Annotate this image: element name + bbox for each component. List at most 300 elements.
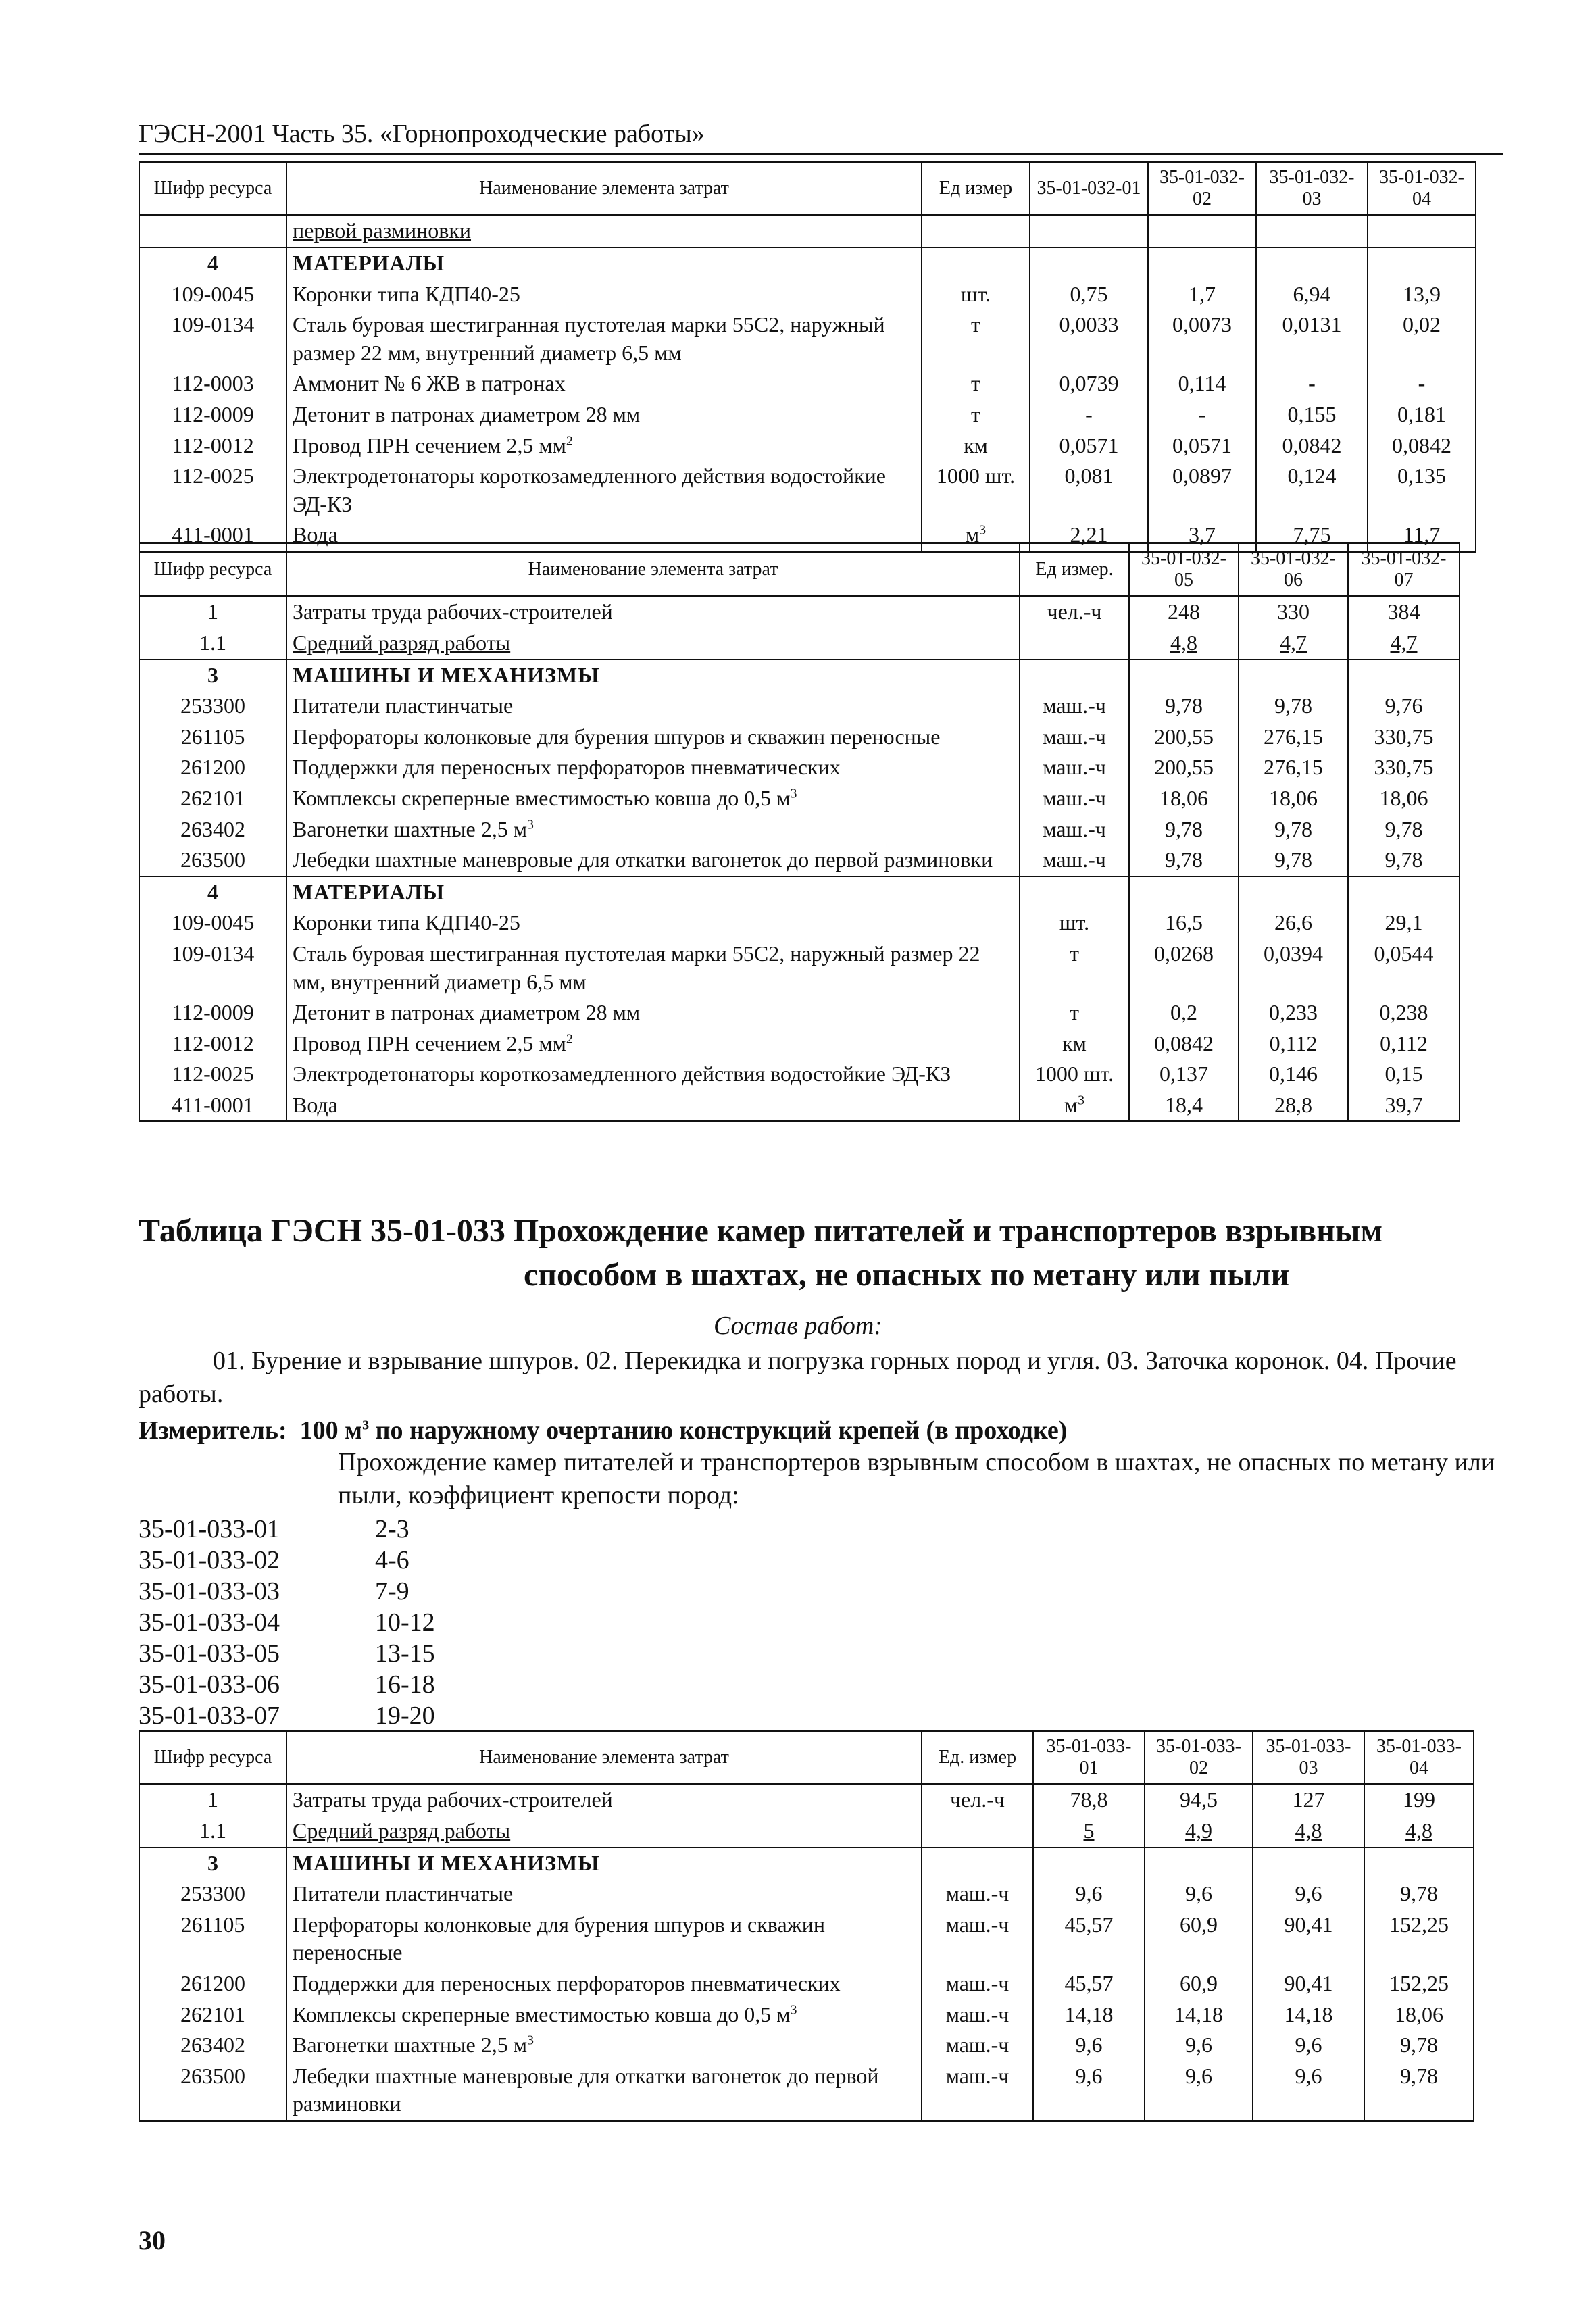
resource-value: 9,6 xyxy=(1145,1878,1253,1910)
resource-value: 9,78 xyxy=(1239,691,1348,722)
resource-name xyxy=(286,1784,922,1816)
resource-value: 9,6 xyxy=(1033,1878,1145,1910)
resource-name-text: Средний разряд работы xyxy=(293,630,511,655)
code-range-row xyxy=(139,1700,435,1731)
resource-table-032-01-04 xyxy=(139,161,1476,553)
resource-unit xyxy=(1020,1059,1129,1090)
resource-value: 152,25 xyxy=(1364,1910,1474,1968)
resource-value: 9,6 xyxy=(1145,2061,1253,2121)
resource-unit-text: т xyxy=(971,401,980,426)
resource-name xyxy=(286,1847,922,1879)
resource-value: 9,78 xyxy=(1129,814,1239,845)
resource-value: 0,112 xyxy=(1239,1028,1348,1060)
resource-name-text: Электродетонаторы короткозамедленного действия водостойкие ЭД-КЗ xyxy=(293,464,886,516)
resource-name-sup: 3 xyxy=(526,2033,534,2048)
resource-name xyxy=(286,939,1020,997)
resource-value: 39,7 xyxy=(1348,1090,1460,1122)
resource-value: 199 xyxy=(1364,1784,1474,1816)
header-norm-code: 35-01-033-03 xyxy=(1253,1731,1364,1785)
resource-unit-text: маш.-ч xyxy=(945,1881,1009,1906)
resource-value xyxy=(1148,215,1256,247)
resource-name xyxy=(286,215,922,247)
resource-code: 4 xyxy=(139,247,286,279)
code-range-row xyxy=(139,1607,435,1638)
resource-name xyxy=(286,907,1020,939)
resource-code: 263500 xyxy=(139,845,286,876)
resource-value: 9,6 xyxy=(1253,1878,1364,1910)
resource-unit-text: маш.-ч xyxy=(1043,693,1106,718)
resource-value: 11,7 xyxy=(1368,520,1476,551)
resource-value: 0,0268 xyxy=(1129,939,1239,997)
resource-name xyxy=(286,845,1020,876)
resource-code: 112-0012 xyxy=(139,430,286,462)
resource-name-text: Питатели пластинчатые xyxy=(293,693,514,718)
resource-code: 263402 xyxy=(139,814,286,845)
resource-name xyxy=(286,628,1020,659)
resource-value: 9,78 xyxy=(1364,1878,1474,1910)
resource-code: 112-0009 xyxy=(139,399,286,430)
resource-value: 4,7 xyxy=(1348,628,1460,659)
resource-value: 3,7 xyxy=(1148,520,1256,551)
table-row xyxy=(139,997,1460,1028)
resource-code: 261105 xyxy=(139,722,286,753)
resource-name xyxy=(286,399,922,430)
meter-label: Измеритель: xyxy=(139,1416,287,1445)
resource-unit-text: маш.-ч xyxy=(945,2063,1009,2088)
resource-value: 4,9 xyxy=(1145,1816,1253,1847)
resource-name xyxy=(286,430,922,462)
resource-name-text: Вода xyxy=(293,522,338,547)
work-composition-text: 01. Бурение и взрывание шпуров. 02. Перекидка и погрузка горных пород и угля. 03. Заточка коронок. 04. Прочие работы. xyxy=(139,1347,1457,1409)
table-row xyxy=(139,1878,1474,1910)
resource-value: 276,15 xyxy=(1239,722,1348,753)
resource-unit-text: маш.-ч xyxy=(1043,816,1106,841)
resource-value: 9,78 xyxy=(1348,814,1460,845)
table-row xyxy=(139,399,1476,430)
resource-name-text: Вода xyxy=(293,1092,338,1117)
resource-value: 152,25 xyxy=(1364,1968,1474,1999)
resource-unit-text: шт. xyxy=(1059,910,1090,935)
resource-value: 0,114 xyxy=(1148,368,1256,399)
resource-value: 60,9 xyxy=(1145,1910,1253,1968)
resource-value: 60,9 xyxy=(1145,1968,1253,1999)
resource-name-text: Детонит в патронах диаметром 28 мм xyxy=(293,1000,641,1025)
resource-unit-text: т xyxy=(971,371,980,396)
resource-value: 0,0842 xyxy=(1368,430,1476,462)
section-title-line-2: способом в шахтах, не опасных по метану или пыли xyxy=(524,1256,1290,1293)
resource-unit xyxy=(922,1816,1033,1847)
resource-code: 4 xyxy=(139,876,286,908)
resource-value: 9,78 xyxy=(1348,845,1460,876)
resource-value: 6,94 xyxy=(1256,279,1368,310)
norm-code: 35-01-033-05 xyxy=(139,1639,280,1668)
resource-name-text: Провод ПРН сечением 2,5 мм xyxy=(293,1030,566,1055)
resource-value: 94,5 xyxy=(1145,1784,1253,1816)
resource-unit xyxy=(1020,1090,1129,1122)
resource-unit-text: чел.-ч xyxy=(1047,599,1102,624)
resource-value: 0,181 xyxy=(1368,399,1476,430)
resource-unit-sup: 3 xyxy=(979,522,987,538)
resource-unit xyxy=(1020,907,1129,939)
resource-unit-text: маш.-ч xyxy=(1043,755,1106,780)
resource-value xyxy=(1368,247,1476,279)
table-row xyxy=(139,2030,1474,2061)
header-code: Шифр ресурса xyxy=(139,1731,286,1785)
resource-value xyxy=(1129,876,1239,908)
resource-name-text: Поддержки для переносных перфораторов пневматических xyxy=(293,1970,841,1995)
code-range-row xyxy=(139,1545,435,1576)
resource-unit xyxy=(922,1784,1033,1816)
resource-unit-text: маш.-ч xyxy=(1043,785,1106,810)
work-composition-title: Состав работ: xyxy=(713,1312,883,1340)
hardness-range: 19-20 xyxy=(375,1701,435,1730)
resource-value: 5 xyxy=(1033,1816,1145,1847)
resource-value: 29,1 xyxy=(1348,907,1460,939)
resource-unit-text: маш.-ч xyxy=(945,1970,1009,1995)
resource-name xyxy=(286,461,922,520)
resource-value: 9,6 xyxy=(1033,2030,1145,2061)
resource-name-text: Комплексы скреперные вместимостью ковша до 0,5 м xyxy=(293,785,791,810)
resource-name-sup: 3 xyxy=(790,786,797,801)
resource-name xyxy=(286,876,1020,908)
table-header-row xyxy=(139,162,1476,216)
resource-value: 9,78 xyxy=(1129,691,1239,722)
table-header-row xyxy=(139,1731,1474,1785)
section-title-line-1: Таблица ГЭСН 35-01-033 Прохождение камер питателей и транспортеров взрывным xyxy=(139,1213,1383,1249)
header-norm-code: 35-01-033-04 xyxy=(1364,1731,1474,1785)
resource-unit-text: маш.-ч xyxy=(945,1912,1009,1937)
code-range-row xyxy=(139,1576,435,1607)
resource-name xyxy=(286,1968,922,1999)
hardness-range: 10-12 xyxy=(375,1608,435,1637)
resource-value: 4,8 xyxy=(1253,1816,1364,1847)
table-row xyxy=(139,1816,1474,1847)
resource-unit xyxy=(922,368,1030,399)
resource-name-text: Затраты труда рабочих-строителей xyxy=(293,599,613,624)
meter-value: 100 м xyxy=(299,1416,363,1445)
resource-value xyxy=(1145,1847,1253,1879)
resource-code: 112-0003 xyxy=(139,368,286,399)
resource-name-text: Комплексы скреперные вместимостью ковша до 0,5 м xyxy=(293,2001,791,2026)
resource-value: 0,146 xyxy=(1239,1059,1348,1090)
resource-value: 0,0544 xyxy=(1348,939,1460,997)
resource-name-text: Лебедки шахтные маневровые для откатки вагонеток до первой разминовки xyxy=(293,2063,879,2116)
resource-name xyxy=(286,814,1020,845)
resource-value: 127 xyxy=(1253,1784,1364,1816)
resource-value: 0,02 xyxy=(1368,309,1476,368)
resource-value: 9,78 xyxy=(1239,845,1348,876)
page-number: 30 xyxy=(139,2225,166,2256)
resource-code xyxy=(139,215,286,247)
table-row xyxy=(139,814,1460,845)
resource-name-text: Затраты труда рабочих-строителей xyxy=(293,1787,613,1812)
resource-value: 0,0073 xyxy=(1148,309,1256,368)
resource-value xyxy=(1030,215,1148,247)
resource-value: 4,8 xyxy=(1129,628,1239,659)
table-row xyxy=(139,2061,1474,2121)
resource-unit-text: 1000 шт. xyxy=(1034,1062,1114,1087)
resource-unit-text: шт. xyxy=(960,281,991,306)
norm-code: 35-01-033-01 xyxy=(139,1515,280,1543)
resource-unit-text: маш.-ч xyxy=(1043,847,1106,872)
resource-value: 2,21 xyxy=(1030,520,1148,551)
resource-value: 0,112 xyxy=(1348,1028,1460,1060)
resource-value xyxy=(1239,876,1348,908)
resource-name-text: Питатели пластинчатые xyxy=(293,1881,514,1906)
table-row xyxy=(139,845,1460,876)
header-unit: Ед измер xyxy=(922,162,1030,216)
resource-name-text: первой разминовки xyxy=(293,218,472,243)
resource-name-text: Детонит в патронах диаметром 28 мм xyxy=(293,401,641,426)
resource-value: 18,4 xyxy=(1129,1090,1239,1122)
resource-name xyxy=(286,279,922,310)
resource-name xyxy=(286,752,1020,783)
table-group-row xyxy=(139,876,1460,908)
table-row xyxy=(139,939,1460,997)
resource-name xyxy=(286,997,1020,1028)
resource-value: 18,06 xyxy=(1129,783,1239,814)
table-row xyxy=(139,461,1476,520)
code-range-row xyxy=(139,1669,435,1700)
resource-code: 262101 xyxy=(139,783,286,814)
resource-name xyxy=(286,1816,922,1847)
table-row xyxy=(139,1028,1460,1060)
resource-code: 261200 xyxy=(139,752,286,783)
hardness-range: 13-15 xyxy=(375,1639,435,1668)
table-row xyxy=(139,1059,1460,1090)
resource-value: 18,06 xyxy=(1348,783,1460,814)
resource-unit xyxy=(1020,783,1129,814)
resource-name xyxy=(286,783,1020,814)
resource-name-text: МАШИНЫ И МЕХАНИЗМЫ xyxy=(293,662,600,687)
resource-unit-text: км xyxy=(1062,1030,1087,1055)
resource-unit-text: т xyxy=(1070,1000,1079,1025)
meter-rest: по наружному очертанию конструкций крепей (в проходке) xyxy=(369,1416,1068,1445)
resource-unit-text: 1000 шт. xyxy=(936,464,1016,489)
resource-value xyxy=(1033,1847,1145,1879)
resource-code: 263500 xyxy=(139,2061,286,2121)
resource-value: 200,55 xyxy=(1129,722,1239,753)
resource-name-text: Средний разряд работы xyxy=(293,1818,511,1843)
resource-value: 7,75 xyxy=(1256,520,1368,551)
header-unit: Ед. измер xyxy=(922,1731,1033,1785)
resource-value: - xyxy=(1256,368,1368,399)
resource-unit xyxy=(922,279,1030,310)
resource-name xyxy=(286,2030,922,2061)
header-name: Наименование элемента затрат xyxy=(286,1731,922,1785)
resource-value: 0,0897 xyxy=(1148,461,1256,520)
resource-value xyxy=(1348,659,1460,691)
resource-value: 0,0571 xyxy=(1148,430,1256,462)
resource-code: 261200 xyxy=(139,1968,286,1999)
resource-name-text: Вагонетки шахтные 2,5 м xyxy=(293,2033,527,2058)
resource-value: 0,0842 xyxy=(1129,1028,1239,1060)
section-title xyxy=(139,1210,1503,1297)
resource-unit xyxy=(922,399,1030,430)
resource-value: 0,238 xyxy=(1348,997,1460,1028)
resource-value: 9,6 xyxy=(1145,2030,1253,2061)
resource-code: 109-0134 xyxy=(139,939,286,997)
resource-code: 112-0025 xyxy=(139,1059,286,1090)
resource-unit xyxy=(1020,876,1129,908)
resource-value: 200,55 xyxy=(1129,752,1239,783)
norm-code: 35-01-033-03 xyxy=(139,1577,280,1605)
resource-unit xyxy=(922,1999,1033,2031)
resource-value: 4,7 xyxy=(1239,628,1348,659)
resource-value: 18,06 xyxy=(1364,1999,1474,2031)
resource-value: 9,76 xyxy=(1348,691,1460,722)
resource-code: 1.1 xyxy=(139,1816,286,1847)
resource-code: 109-0045 xyxy=(139,279,286,310)
resource-code: 112-0012 xyxy=(139,1028,286,1060)
norm-code: 35-01-033-04 xyxy=(139,1608,280,1637)
resource-unit xyxy=(1020,628,1129,659)
resource-name-sup: 3 xyxy=(790,2001,797,2017)
resource-value: 9,6 xyxy=(1253,2030,1364,2061)
resource-unit xyxy=(1020,596,1129,628)
resource-value xyxy=(1368,215,1476,247)
table-row xyxy=(139,1910,1474,1968)
resource-name xyxy=(286,659,1020,691)
resource-value: 0,2 xyxy=(1129,997,1239,1028)
resource-value: 276,15 xyxy=(1239,752,1348,783)
resource-name-text: Коронки типа КДП40-25 xyxy=(293,910,520,935)
resource-name xyxy=(286,368,922,399)
resource-code: 112-0025 xyxy=(139,461,286,520)
table-row xyxy=(139,430,1476,462)
resource-code: 1 xyxy=(139,1784,286,1816)
header-norm-code: 35-01-032-02 xyxy=(1148,162,1256,216)
resource-value: 45,57 xyxy=(1033,1968,1145,1999)
resource-value: 9,78 xyxy=(1239,814,1348,845)
resource-value: 26,6 xyxy=(1239,907,1348,939)
code-range-row xyxy=(139,1638,435,1669)
resource-unit-text: маш.-ч xyxy=(945,2001,1009,2026)
resource-name-text: Провод ПРН сечением 2,5 мм xyxy=(293,432,566,457)
resource-value: 330,75 xyxy=(1348,752,1460,783)
resource-unit xyxy=(922,247,1030,279)
table-header-row xyxy=(139,543,1460,597)
resource-value: 0,75 xyxy=(1030,279,1148,310)
resource-unit-text: км xyxy=(964,432,988,457)
resource-code: 253300 xyxy=(139,691,286,722)
resource-name xyxy=(286,1999,922,2031)
resource-unit xyxy=(922,461,1030,520)
resource-name xyxy=(286,722,1020,753)
resource-code: 109-0045 xyxy=(139,907,286,939)
resource-code: 112-0009 xyxy=(139,997,286,1028)
resource-value: 0,137 xyxy=(1129,1059,1239,1090)
resource-name xyxy=(286,596,1020,628)
resource-value xyxy=(1256,215,1368,247)
resource-code: 261105 xyxy=(139,1910,286,1968)
resource-value xyxy=(1256,247,1368,279)
header-norm-code: 35-01-032-06 xyxy=(1239,543,1348,597)
resource-code: 109-0134 xyxy=(139,309,286,368)
resource-unit xyxy=(922,2061,1033,2121)
table-row xyxy=(139,907,1460,939)
header-norm-code: 35-01-033-02 xyxy=(1145,1731,1253,1785)
resource-unit-text: т xyxy=(971,312,980,337)
table-row xyxy=(139,309,1476,368)
resource-unit xyxy=(922,1878,1033,1910)
resource-name-text: МАТЕРИАЛЫ xyxy=(293,879,445,904)
table-group-row xyxy=(139,247,1476,279)
table-row xyxy=(139,368,1476,399)
meter-description: Прохождение камер питателей и транспортеров взрывным способом в шахтах, не опасных по метану или пыли, коэффициент крепости пород: xyxy=(338,1448,1495,1510)
resource-name-text: Перфораторы колонковые для бурения шпуров и скважин переносные xyxy=(293,1912,826,1965)
resource-value: 14,18 xyxy=(1033,1999,1145,2031)
resource-name-text: МАШИНЫ И МЕХАНИЗМЫ xyxy=(293,1850,600,1875)
resource-name-text: Аммонит № 6 ЖВ в патронах xyxy=(293,371,566,396)
resource-name-text: Электродетонаторы короткозамедленного действия водостойкие ЭД-КЗ xyxy=(293,1062,951,1087)
resource-name-text: Коронки типа КДП40-25 xyxy=(293,281,520,306)
header-norm-code: 35-01-032-05 xyxy=(1129,543,1239,597)
resource-value: 0,081 xyxy=(1030,461,1148,520)
resource-value xyxy=(1030,247,1148,279)
resource-unit xyxy=(1020,939,1129,997)
resource-value: 9,78 xyxy=(1129,845,1239,876)
resource-unit xyxy=(922,215,1030,247)
table-row xyxy=(139,596,1460,628)
resource-value: 0,155 xyxy=(1256,399,1368,430)
resource-name xyxy=(286,1090,1020,1122)
header-name: Наименование элемента затрат xyxy=(286,162,922,216)
resource-name xyxy=(286,309,922,368)
resource-name-text: Лебедки шахтные маневровые для откатки вагонеток до первой разминовки xyxy=(293,847,993,872)
resource-code: 1.1 xyxy=(139,628,286,659)
table-row xyxy=(139,1999,1474,2031)
resource-value: 1,7 xyxy=(1148,279,1256,310)
resource-name xyxy=(286,2061,922,2121)
resource-value: 16,5 xyxy=(1129,907,1239,939)
resource-value: 14,18 xyxy=(1145,1999,1253,2031)
resource-unit xyxy=(922,1968,1033,1999)
resource-value: 330,75 xyxy=(1348,722,1460,753)
resource-name xyxy=(286,691,1020,722)
resource-value xyxy=(1129,659,1239,691)
resource-value xyxy=(1364,1847,1474,1879)
resource-value: 18,06 xyxy=(1239,783,1348,814)
resource-code: 411-0001 xyxy=(139,1090,286,1122)
hardness-range: 4-6 xyxy=(375,1546,409,1574)
resource-code: 3 xyxy=(139,659,286,691)
norm-code: 35-01-033-02 xyxy=(139,1546,280,1574)
resource-value xyxy=(1239,659,1348,691)
header-code: Шифр ресурса xyxy=(139,162,286,216)
resource-name-sup: 3 xyxy=(526,816,534,832)
header-norm-code: 35-01-032-04 xyxy=(1368,162,1476,216)
resource-table-033 xyxy=(139,1730,1474,2122)
table-group-row xyxy=(139,659,1460,691)
resource-name xyxy=(286,1059,1020,1090)
resource-unit xyxy=(1020,997,1129,1028)
resource-name xyxy=(286,247,922,279)
resource-code: 253300 xyxy=(139,1878,286,1910)
hardness-range: 7-9 xyxy=(375,1577,409,1605)
resource-value: 13,9 xyxy=(1368,279,1476,310)
resource-value: 0,0033 xyxy=(1030,309,1148,368)
resource-unit xyxy=(922,430,1030,462)
table-row xyxy=(139,752,1460,783)
resource-unit-text: чел.-ч xyxy=(949,1787,1005,1812)
header-norm-code: 35-01-032-03 xyxy=(1256,162,1368,216)
resource-value: 9,6 xyxy=(1253,2061,1364,2121)
resource-unit xyxy=(922,2030,1033,2061)
resource-value: 90,41 xyxy=(1253,1968,1364,1999)
resource-name xyxy=(286,1878,922,1910)
header-unit: Ед измер. xyxy=(1020,543,1129,597)
